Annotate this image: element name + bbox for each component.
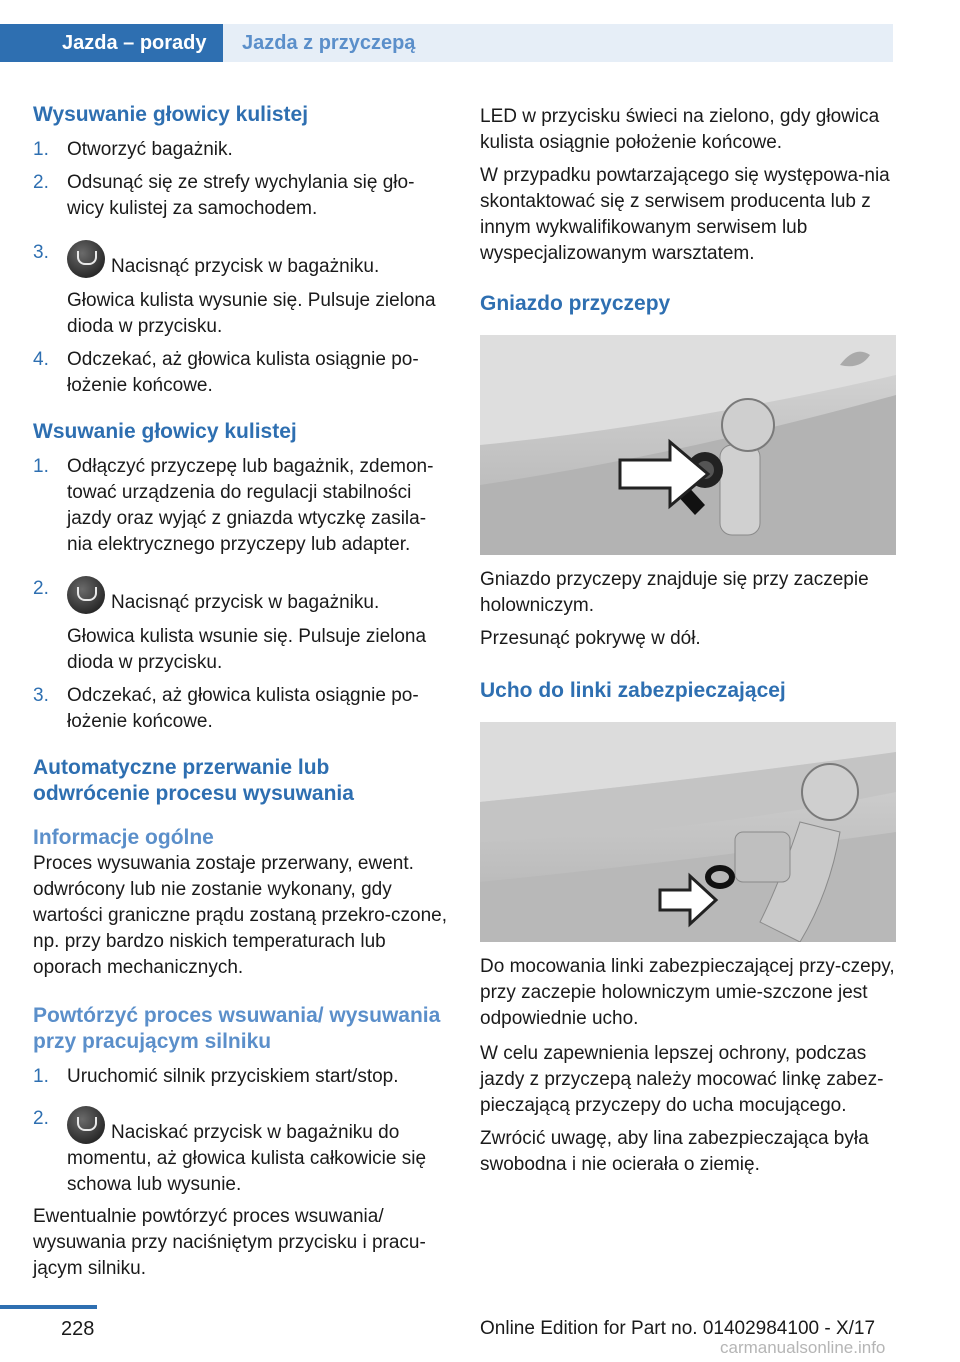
step-note: Głowica kulista wsunie się. Pulsuje zielona dioda w przycisku.: [67, 626, 427, 673]
left-column: [33, 102, 449, 1282]
heading-extend-ball: Wysuwanie głowicy kulistej: [33, 103, 309, 126]
heading-auto-interrupt: Automatyczne przerwanie lub odwrócenie procesu wysuwania: [33, 756, 354, 805]
step-text: Nacisnąć przycisk w bagażniku.: [111, 256, 380, 277]
heading-trailer-socket: Gniazdo przyczepy: [480, 292, 671, 315]
trailer-socket-photo: [480, 335, 896, 555]
step-text: Odsunąć się ze strefy wychylania się gło-wicy kulistej za samochodem.: [67, 172, 415, 219]
right-column: [480, 104, 896, 1178]
step-number: 2.: [33, 1108, 49, 1129]
step-number: 4.: [33, 349, 49, 370]
watermark: carmanualsonline.info: [720, 1338, 886, 1357]
paragraph-general-info: Proces wysuwania zostaje przerwany, ewent. odwrócony lub nie zostanie wykonany, gdy wartości graniczne prądu zostaną przekro-czone, np. przy bardzo niskich temperaturach lub oporach mechanicznych.: [33, 853, 447, 978]
paragraph-repeat-alt: Ewentualnie powtórzyć proces wsuwania/ wysuwania przy naciśniętym przycisku i pracu-jącym silniku.: [33, 1206, 426, 1279]
paragraph-safety-eye-warning: Zwrócić uwagę, aby lina zabezpieczająca była swobodna i nie ocierała o ziemię.: [480, 1128, 869, 1175]
step-note: Głowica kulista wysunie się. Pulsuje zielona dioda w przycisku.: [67, 290, 436, 337]
list-item: [33, 1106, 449, 1198]
heading-safety-cable-eye: Ucho do linki zabezpieczającej: [480, 679, 786, 702]
subheading-general-info: Informacje ogólne: [33, 826, 214, 849]
list-item: [33, 347, 449, 399]
subheading-repeat-process: Powtórzyć proces wsuwania/ wysuwania przy pracującym silniku: [33, 1004, 441, 1053]
paragraph-socket-location: Gniazdo przyczepy znajduje się przy zaczepie holowniczym.: [480, 569, 869, 616]
footer-accent-line: [0, 1305, 97, 1309]
list-item: [33, 683, 449, 735]
step-text: Naciskać przycisk w bagażniku do momentu, aż głowica kulista całkowicie się schowa lub wysunie.: [67, 1122, 427, 1195]
paragraph-safety-eye-usage: W celu zapewnienia lepszej ochrony, podczas jazdy z przyczepą należy mocować linkę zabez-pieczającą przyczepy do ucha mocującego.: [480, 1043, 884, 1116]
step-text: Nacisnąć przycisk w bagażniku.: [111, 592, 380, 613]
step-number: 1.: [33, 1066, 49, 1087]
paragraph-led-info: LED w przycisku świeci na zielono, gdy głowica kulista osiągnie położenie końcowe.: [480, 106, 880, 153]
paragraph-service-info: W przypadku powtarzającego się występowa-nia skontaktować się z serwisem producenta lub z innym wykwalifikowanym serwisem lub wyspecjalizowanym warsztatem.: [480, 165, 890, 264]
step-text: Uruchomić silnik przyciskiem start/stop.: [67, 1066, 399, 1087]
page-header: [0, 0, 893, 62]
tow-hitch-button-icon: [67, 240, 105, 278]
list-item: [33, 1064, 449, 1090]
paragraph-safety-eye-purpose: Do mocowania linki zabezpieczającej przy-czepy, przy zaczepie holowniczym umie-szczone jest odpowiednie ucho.: [480, 956, 895, 1029]
step-text: Otworzyć bagażnik.: [67, 139, 233, 160]
step-number: 3.: [33, 242, 49, 263]
paragraph-socket-cover: Przesunąć pokrywę w dół.: [480, 628, 701, 649]
repeat-steps-list: [33, 1064, 449, 1198]
step-number: 3.: [33, 685, 49, 706]
list-item: [33, 137, 449, 163]
retract-steps-list: [33, 454, 449, 735]
extend-steps-list: [33, 137, 449, 399]
step-number: 1.: [33, 456, 49, 477]
edition-info: Online Edition for Part no. 01402984100 - X/17: [480, 1318, 876, 1339]
step-text: Odłączyć przyczepę lub bagażnik, zdemon-tować urządzenia do regulacji stabilności jazdy oraz wyjąć z gniazda wtyczkę zasila-nia elektrycznego przyczepy lub adapter.: [67, 456, 434, 555]
safety-eye-photo: [480, 722, 896, 942]
safety-eye-illustration: [480, 722, 896, 942]
step-number: 1.: [33, 139, 49, 160]
step-text: Odczekać, aż głowica kulista osiągnie po-łożenie końcowe.: [67, 349, 419, 396]
tow-hitch-button-icon: [67, 1106, 105, 1144]
step-number: 2.: [33, 172, 49, 193]
tow-hitch-button-icon: [67, 576, 105, 614]
list-item: [33, 240, 449, 340]
step-text: Odczekać, aż głowica kulista osiągnie po-łożenie końcowe.: [67, 685, 419, 732]
page-number: 228: [61, 1318, 95, 1340]
section-tab-driving-tips: Jazda – porady: [0, 24, 223, 62]
list-item: [33, 576, 449, 676]
list-item: [33, 454, 449, 558]
step-number: 2.: [33, 578, 49, 599]
section-tab-towing: Jazda z przyczepą: [223, 24, 893, 62]
heading-retract-ball: Wsuwanie głowicy kulistej: [33, 420, 297, 443]
trailer-socket-illustration: [480, 335, 896, 555]
list-item: [33, 170, 449, 222]
